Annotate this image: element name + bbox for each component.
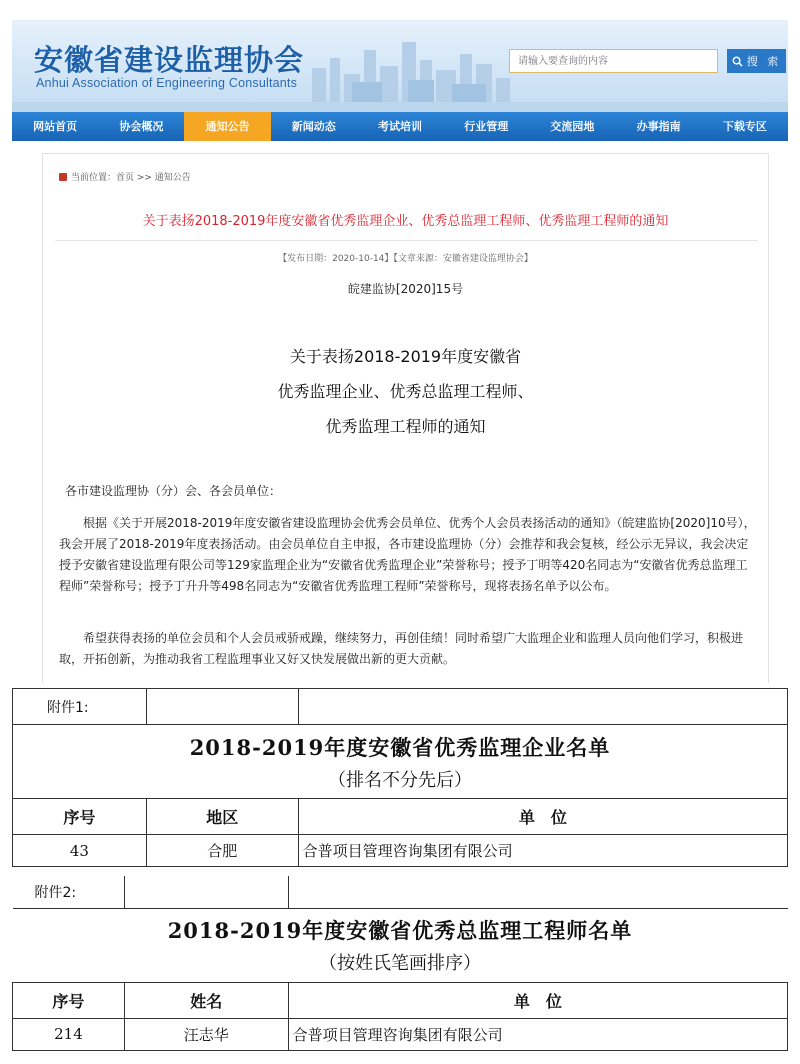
attachment-1-title: 2018-2019年度安徽省优秀监理企业名单 xyxy=(189,734,611,760)
table-row xyxy=(13,1018,788,1050)
nav-item-service-guide[interactable]: 办事指南 xyxy=(636,120,681,133)
column-header-unit: 单 位 xyxy=(298,799,787,835)
article-panel xyxy=(42,153,769,683)
column-header-unit: 单 位 xyxy=(288,982,787,1018)
empty-cell xyxy=(146,689,298,725)
nav-item-exchange[interactable]: 交流园地 xyxy=(550,120,595,133)
location-icon xyxy=(59,173,67,181)
notice-heading-line-3: 优秀监理工程师的通知 xyxy=(325,417,486,436)
nav-item-exam-training[interactable]: 考试培训 xyxy=(377,120,422,133)
document-number: 皖建监协[2020]15号 xyxy=(347,282,464,296)
notice-heading-line-2: 优秀监理企业、优秀总监理工程师、 xyxy=(277,382,534,401)
empty-cell xyxy=(124,876,288,908)
attachment-2-subtitle: （按姓氏笔画排序） xyxy=(319,953,481,974)
salutation: 各市建设监理协（分）会、各会员单位： xyxy=(65,484,282,498)
article-title: 关于表扬2018-2019年度安徽省优秀监理企业、优秀总监理工程师、优秀监理工程师的通知 xyxy=(142,214,669,229)
site-banner xyxy=(12,20,788,112)
nav-item-news[interactable]: 新闻动态 xyxy=(291,120,336,133)
notice-heading-line-1: 关于表扬2018-2019年度安徽省 xyxy=(289,347,522,366)
row-region: 合肥 xyxy=(146,835,298,867)
site-logo-subtitle: Anhui Association of Engineering Consultants xyxy=(36,76,298,90)
paragraph-2: 希望获得表扬的单位会员和个人会员戒骄戒躁，继续努力，再创佳绩！同时希望广大监理企业和监理人员向他们学习，积极进取，开拓创新，为推动我省工程监理事业又好又快发展做出新的更大贡献。 xyxy=(59,631,744,666)
nav-item-downloads[interactable]: 下载专区 xyxy=(722,120,767,133)
table-row xyxy=(13,835,788,867)
attachment-2-label: 附件2: xyxy=(13,876,125,908)
column-header-name: 姓名 xyxy=(124,982,288,1018)
attachment-1-label: 附件1: xyxy=(13,689,147,725)
search-button[interactable] xyxy=(727,49,786,73)
attachment-2-title-cell xyxy=(13,908,788,982)
row-unit: 合普项目管理咨询集团有限公司 xyxy=(298,835,787,867)
empty-cell xyxy=(298,689,787,725)
attachment-1-table xyxy=(12,688,788,867)
row-number: 214 xyxy=(13,1018,125,1050)
search-button-label: 搜 索 xyxy=(746,55,782,68)
article-meta: 【发布日期：2020-10-14】【文章来源：安徽省建设监理协会】 xyxy=(278,254,533,264)
attachment-2-title: 2018-2019年度安徽省优秀总监理工程师名单 xyxy=(167,918,633,943)
row-name: 汪志华 xyxy=(124,1018,288,1050)
title-divider xyxy=(55,240,758,241)
breadcrumb xyxy=(59,170,191,183)
row-number: 43 xyxy=(13,835,147,867)
site-logo-title[interactable]: 安徽省建设监理协会 xyxy=(34,43,305,77)
nav-item-industry-management[interactable]: 行业管理 xyxy=(464,120,509,133)
nav-item-notices[interactable]: 通知公告 xyxy=(184,112,270,141)
attachment-2-table xyxy=(12,876,788,1051)
attachment-1-title-cell xyxy=(13,725,788,799)
main-nav xyxy=(12,112,788,141)
column-header-number: 序号 xyxy=(13,982,125,1018)
column-header-region: 地区 xyxy=(146,799,298,835)
nav-item-about[interactable]: 协会概况 xyxy=(119,120,164,133)
nav-item-home[interactable]: 网站首页 xyxy=(33,120,78,133)
attachment-1-subtitle: （排名不分先后） xyxy=(328,769,472,791)
paragraph-1: 根据《关于开展2018-2019年度安徽省建设监理协会优秀会员单位、优秀个人会员表扬活动的通知》（皖建监协[2020]10号），我会开展了2018-2019年度表扬活动。由会员单位自主申报，各市建设监理协（分）会推荐和我会复核，经公示无异议，我会决定授予安徽省建设监理有限公司等129家监理企业为“安徽省优秀监理企业”荣誉称号；授予丁明等420名同志为“安徽省优秀总监理工程师”荣誉称号；授予丁升升等498名同志为“安徽省优秀监理工程师”荣誉称号，现将表扬名单予以公布。 xyxy=(59,516,756,593)
search-input[interactable] xyxy=(509,49,718,73)
column-header-number: 序号 xyxy=(13,799,147,835)
empty-cell xyxy=(288,876,787,908)
search-icon xyxy=(732,56,743,67)
breadcrumb-text[interactable]: 当前位置：首页 >> 通知公告 xyxy=(71,173,191,183)
row-unit: 合普项目管理咨询集团有限公司 xyxy=(288,1018,787,1050)
